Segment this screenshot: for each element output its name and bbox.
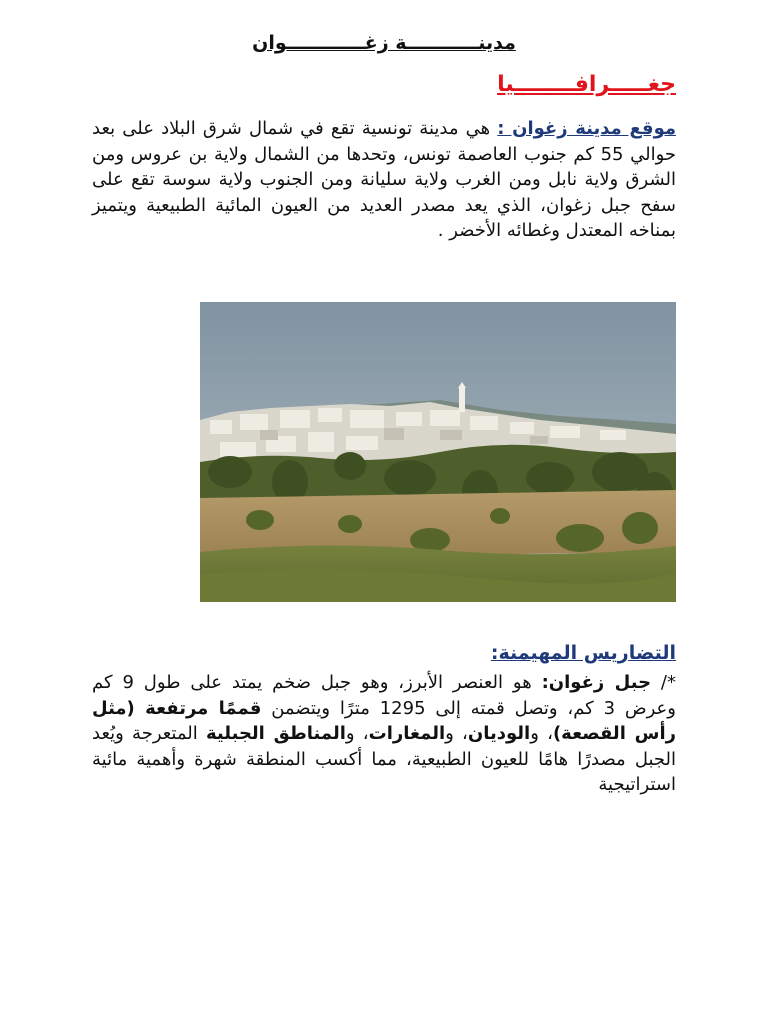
mount-text-1: هو العنصر الأبرز، وهو جبل ضخم يمتد على طول 9 كم وعرض 3 كم، وتصل قمته إلى 1295 مترًا ويتضمن: [92, 672, 676, 719]
valleys-term: الوديان: [467, 723, 531, 744]
mountain-areas-term: المناطق الجبلية: [205, 723, 346, 744]
mount-text-4: ، و: [345, 723, 369, 744]
mount-text-5: المتعرجة ويُعد الجبل مصدرًا هامًا للعيون الطبيعية، مما أكسب المنطقة شهرة وأهمية مائية استراتيجية: [92, 723, 676, 795]
mount-text-2: ، و: [530, 723, 553, 744]
zaghouan-city-photo: [200, 302, 676, 602]
caves-term: المغارات: [368, 723, 446, 744]
location-paragraph: [92, 116, 676, 244]
location-lead: موقع مدينة زغوان :: [497, 118, 676, 139]
mount-lead: جبل زغوان:: [541, 672, 652, 693]
bullet-prefix: */: [651, 672, 676, 693]
document-page: [92, 0, 676, 1024]
terrain-subheading: التضاريس المهيمنة:: [490, 642, 676, 664]
location-text: هي مدينة تونسية تقع في شمال شرق البلاد على بعد حوالي 55 كم جنوب العاصمة تونس، وتحدها من الشمال ولاية بن عروس ومن الشرق ولاية نابل ومن الغرب ولاية سليانة ومن الجنوب ولاية سوسة تقع على سفح جبل زغوان، الذي يعد مصدر العديد من العيون المائية الطبيعية ويتميز بمناخه المعتدل وغطائه الأخضر .: [92, 118, 677, 241]
mount-zaghouan-paragraph: [92, 670, 676, 798]
section-heading: جغـــــرافــــــــيا: [497, 72, 676, 97]
peaks-term: قممًا مرتفعة (مثل رأس القصعة): [92, 697, 676, 744]
document-title: مدينـــــــــــة زغــــــــــــوان: [252, 32, 516, 54]
mount-text-3: ، و: [445, 723, 468, 744]
